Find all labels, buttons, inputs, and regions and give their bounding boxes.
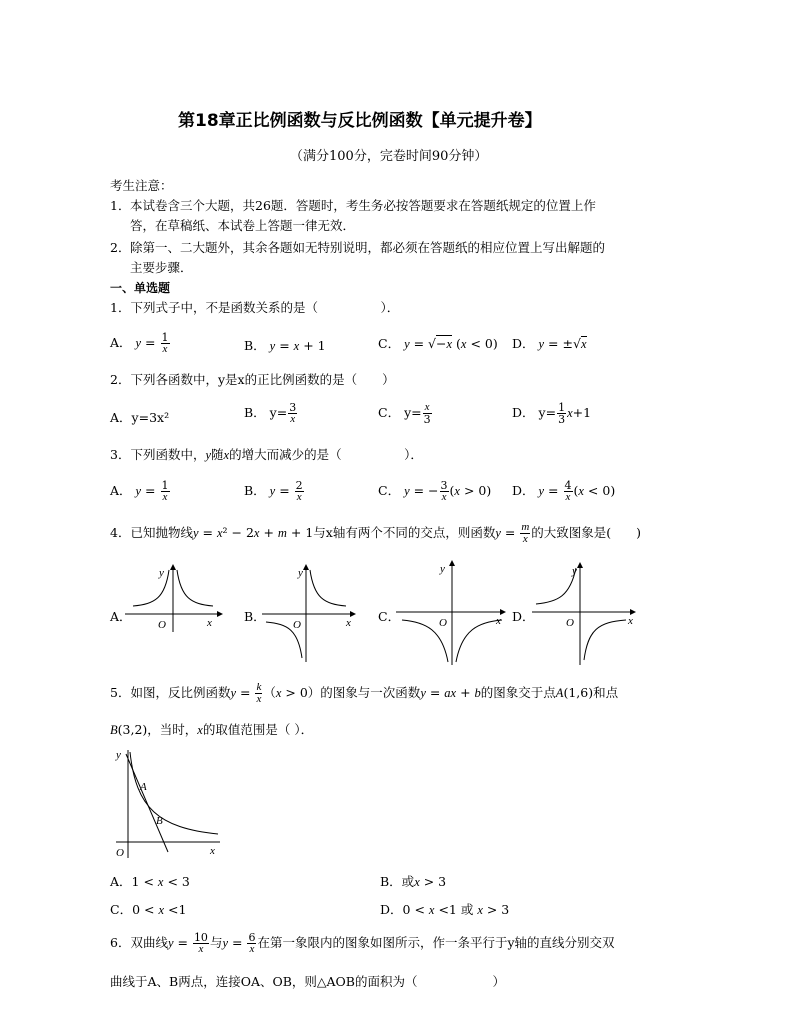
q5-stem-a: 5．如图，反比例函数 xyxy=(110,685,231,700)
q5-d-formula: 0 < x <1 或 x > 3 xyxy=(402,902,510,917)
notice-1-line1: 本试卷含三个大题，共26题．答题时，考生务必按答题要求在答题纸规定的位置上作 xyxy=(130,198,596,213)
q4-label-b: B． xyxy=(244,609,266,624)
q5-graph-b: B xyxy=(156,815,163,827)
q5-option-d xyxy=(380,900,509,918)
q5-point-b: B(3,2) xyxy=(110,722,148,737)
q1-a-formula: y = $\frac{1}{x}$ xyxy=(135,331,169,355)
q3-b-formula: y = $\frac{2}{x}$ xyxy=(269,479,303,503)
q4-label-c: C． xyxy=(378,609,401,624)
graph-c-x: x xyxy=(496,615,501,627)
notice-2-num: 2． xyxy=(110,240,131,255)
q3-option-c xyxy=(378,480,491,503)
q5-stem xyxy=(110,682,618,705)
q3-stem xyxy=(110,445,423,463)
q5-stem-d: 的图象交于点 xyxy=(480,685,556,700)
q6-stem-b: 与 xyxy=(209,935,223,950)
q5-c-label: C． xyxy=(110,902,133,917)
graph-c-o: O xyxy=(439,617,447,629)
graph-d-o: O xyxy=(566,617,574,629)
q2-option-a: A．y=3x² xyxy=(110,410,170,425)
q1-d-label: D． xyxy=(512,336,535,351)
q1-d-formula: y = ±√x xyxy=(538,336,587,351)
notice-1-num: 1． xyxy=(110,198,131,213)
q4-label-d: D． xyxy=(512,609,535,624)
q3-c-label: C． xyxy=(378,483,401,498)
q3-stem-c: 的增大而减少的是（ ）． xyxy=(229,447,423,462)
q2-stem: 2．下列各函数中，y是x的正比例函数的是（ ） xyxy=(110,372,395,387)
q5-stem-e: 和点 xyxy=(593,685,619,700)
q6-stem-c: 在第一象限内的图象如图所示，作一条平行于y轴的直线分别交双 xyxy=(257,935,615,950)
q5-line2-c: 的取值范围是（ ）． xyxy=(202,722,314,737)
graph-a-y: y xyxy=(159,567,164,579)
q2-b-label: B． xyxy=(244,405,266,420)
q1-option-d xyxy=(512,334,587,352)
q5-option-c xyxy=(110,900,186,918)
q4-stem-a: 4．已知抛物线 xyxy=(110,525,193,540)
q1-c-formula: y = √−x (x < 0) xyxy=(404,336,498,351)
q4-graph-d xyxy=(532,560,642,665)
q3-stem-a: 3．下列函数中， xyxy=(110,447,206,462)
q3-a-label: A． xyxy=(110,483,132,498)
q2-d-formula: y= $\frac{1}{3}$ x+1 xyxy=(538,401,592,426)
q2-option-c xyxy=(378,402,433,425)
section-heading: 一、单选题 xyxy=(110,281,171,295)
q4-stem-b: 与x轴有两个不同的交点，则函数 xyxy=(313,525,496,540)
q2-b-formula: y= $\frac{3}{x}$ xyxy=(269,401,297,425)
q4-stem-c: 的大致图象是( ) xyxy=(531,525,642,540)
q3-b-label: B． xyxy=(244,483,266,498)
notice-2-line1: 除第一、二大题外，其余各题如无特别说明，都必须在答题纸的相应位置上写出解题的 xyxy=(130,240,606,255)
q1-option-a xyxy=(110,332,171,355)
graph-b-y: y xyxy=(298,567,303,579)
q1-stem: 1．下列式子中，不是函数关系的是（ ）． xyxy=(110,300,400,315)
q4-stem xyxy=(110,522,641,545)
q5-stem-b: （ xyxy=(263,685,276,700)
q2-c-formula: y= $\frac{x}{3}$ xyxy=(404,401,431,426)
q6-stem-a: 6．双曲线 xyxy=(110,935,168,950)
q5-d-label: D． xyxy=(380,902,403,917)
q5-stem-c: ）的图象与一次函数 xyxy=(307,685,421,700)
q3-d-label: D． xyxy=(512,483,535,498)
q3-a-formula: y = $\frac{1}{x}$ xyxy=(135,479,169,503)
q3-option-a xyxy=(110,480,171,503)
q5-graph xyxy=(108,748,223,860)
q5-graph-y: y xyxy=(116,749,121,761)
q5-line2-a: ，当时， xyxy=(147,722,198,737)
graph-d-x: x xyxy=(628,615,633,627)
q4-parabola-formula: y = x² − 2x + m + 1 xyxy=(192,525,314,540)
q4-graph-c xyxy=(396,560,511,665)
graph-b-x: x xyxy=(346,617,351,629)
graph-b-o: O xyxy=(293,619,301,631)
q2-c-label: C． xyxy=(378,405,401,420)
graph-a-x: x xyxy=(207,617,212,629)
q3-c-formula: y = − $\frac{3}{x}$ (x > 0) xyxy=(404,479,492,503)
graph-a-o: O xyxy=(158,619,166,631)
q6-formula-1: y = $\frac{10}{x}$ xyxy=(167,931,208,955)
q1-option-b xyxy=(244,336,326,354)
notice-1-line2: 答，在草稿纸、本试卷上答题一律无效． xyxy=(130,218,356,233)
graph-d-y: y xyxy=(572,565,577,577)
q5-c-formula: 0 < x <1 xyxy=(132,902,187,917)
q5-linear-formula: y = ax + b xyxy=(420,685,481,700)
q5-condition: x > 0 xyxy=(275,685,308,700)
q2-d-label: D． xyxy=(512,405,535,420)
q4-label-a: A． xyxy=(110,609,132,624)
q5-line2 xyxy=(110,720,313,738)
q3-option-d xyxy=(512,480,615,503)
q5-option-a xyxy=(110,872,190,890)
q1-c-label: C． xyxy=(378,336,401,351)
q3-d-formula: y = $\frac{4}{x}$ (x < 0) xyxy=(538,479,616,503)
notice-2-line2: 主要步骤． xyxy=(130,260,193,275)
q5-graph-o: O xyxy=(116,847,124,859)
graph-c-y: y xyxy=(440,563,445,575)
q1-a-label: A． xyxy=(110,335,132,350)
q3-stem-b: 随 xyxy=(211,447,224,462)
q2-option-b xyxy=(244,402,298,425)
q5-inverse-formula: y = $\frac{k}{x}$ xyxy=(230,681,262,705)
page-subtitle: （满分100分，完卷时间90分钟） xyxy=(290,149,488,164)
q3-stem-y: y xyxy=(205,448,212,462)
q4-func-formula: y = $\frac{m}{x}$ xyxy=(495,521,530,545)
q2-option-d xyxy=(512,402,591,425)
q5-graph-a: A xyxy=(140,781,147,793)
q1-b-formula: y = x + 1 xyxy=(269,338,326,353)
q1-option-c xyxy=(378,334,498,352)
q6-formula-2: y = $\frac{6}{x}$ xyxy=(222,931,256,955)
q4-graph-b xyxy=(262,562,362,662)
q4-graph-a xyxy=(125,562,225,632)
q5-option-b xyxy=(380,872,446,890)
notice-heading: 考生注意： xyxy=(110,178,173,193)
q3-stem-x: x xyxy=(223,448,230,462)
q3-option-b xyxy=(244,480,305,503)
q5-line2-x: x xyxy=(197,723,203,737)
q5-a-formula: 1 < x < 3 xyxy=(131,874,190,889)
q6-line2: 曲线于A、B两点，连接OA、OB，则△AOB的面积为（ ） xyxy=(110,974,505,989)
q1-b-label: B． xyxy=(244,338,266,353)
q5-b-label: B．或 xyxy=(380,874,415,889)
q5-a-label: A． xyxy=(110,874,132,889)
q5-point-a: A(1,6) xyxy=(555,685,594,700)
q6-stem xyxy=(110,932,615,955)
q5-b-formula: x > 3 xyxy=(414,874,447,889)
page-title: 第18章正比例函数与反比例函数【单元提升卷】 xyxy=(178,111,542,131)
q5-graph-x: x xyxy=(210,845,215,857)
